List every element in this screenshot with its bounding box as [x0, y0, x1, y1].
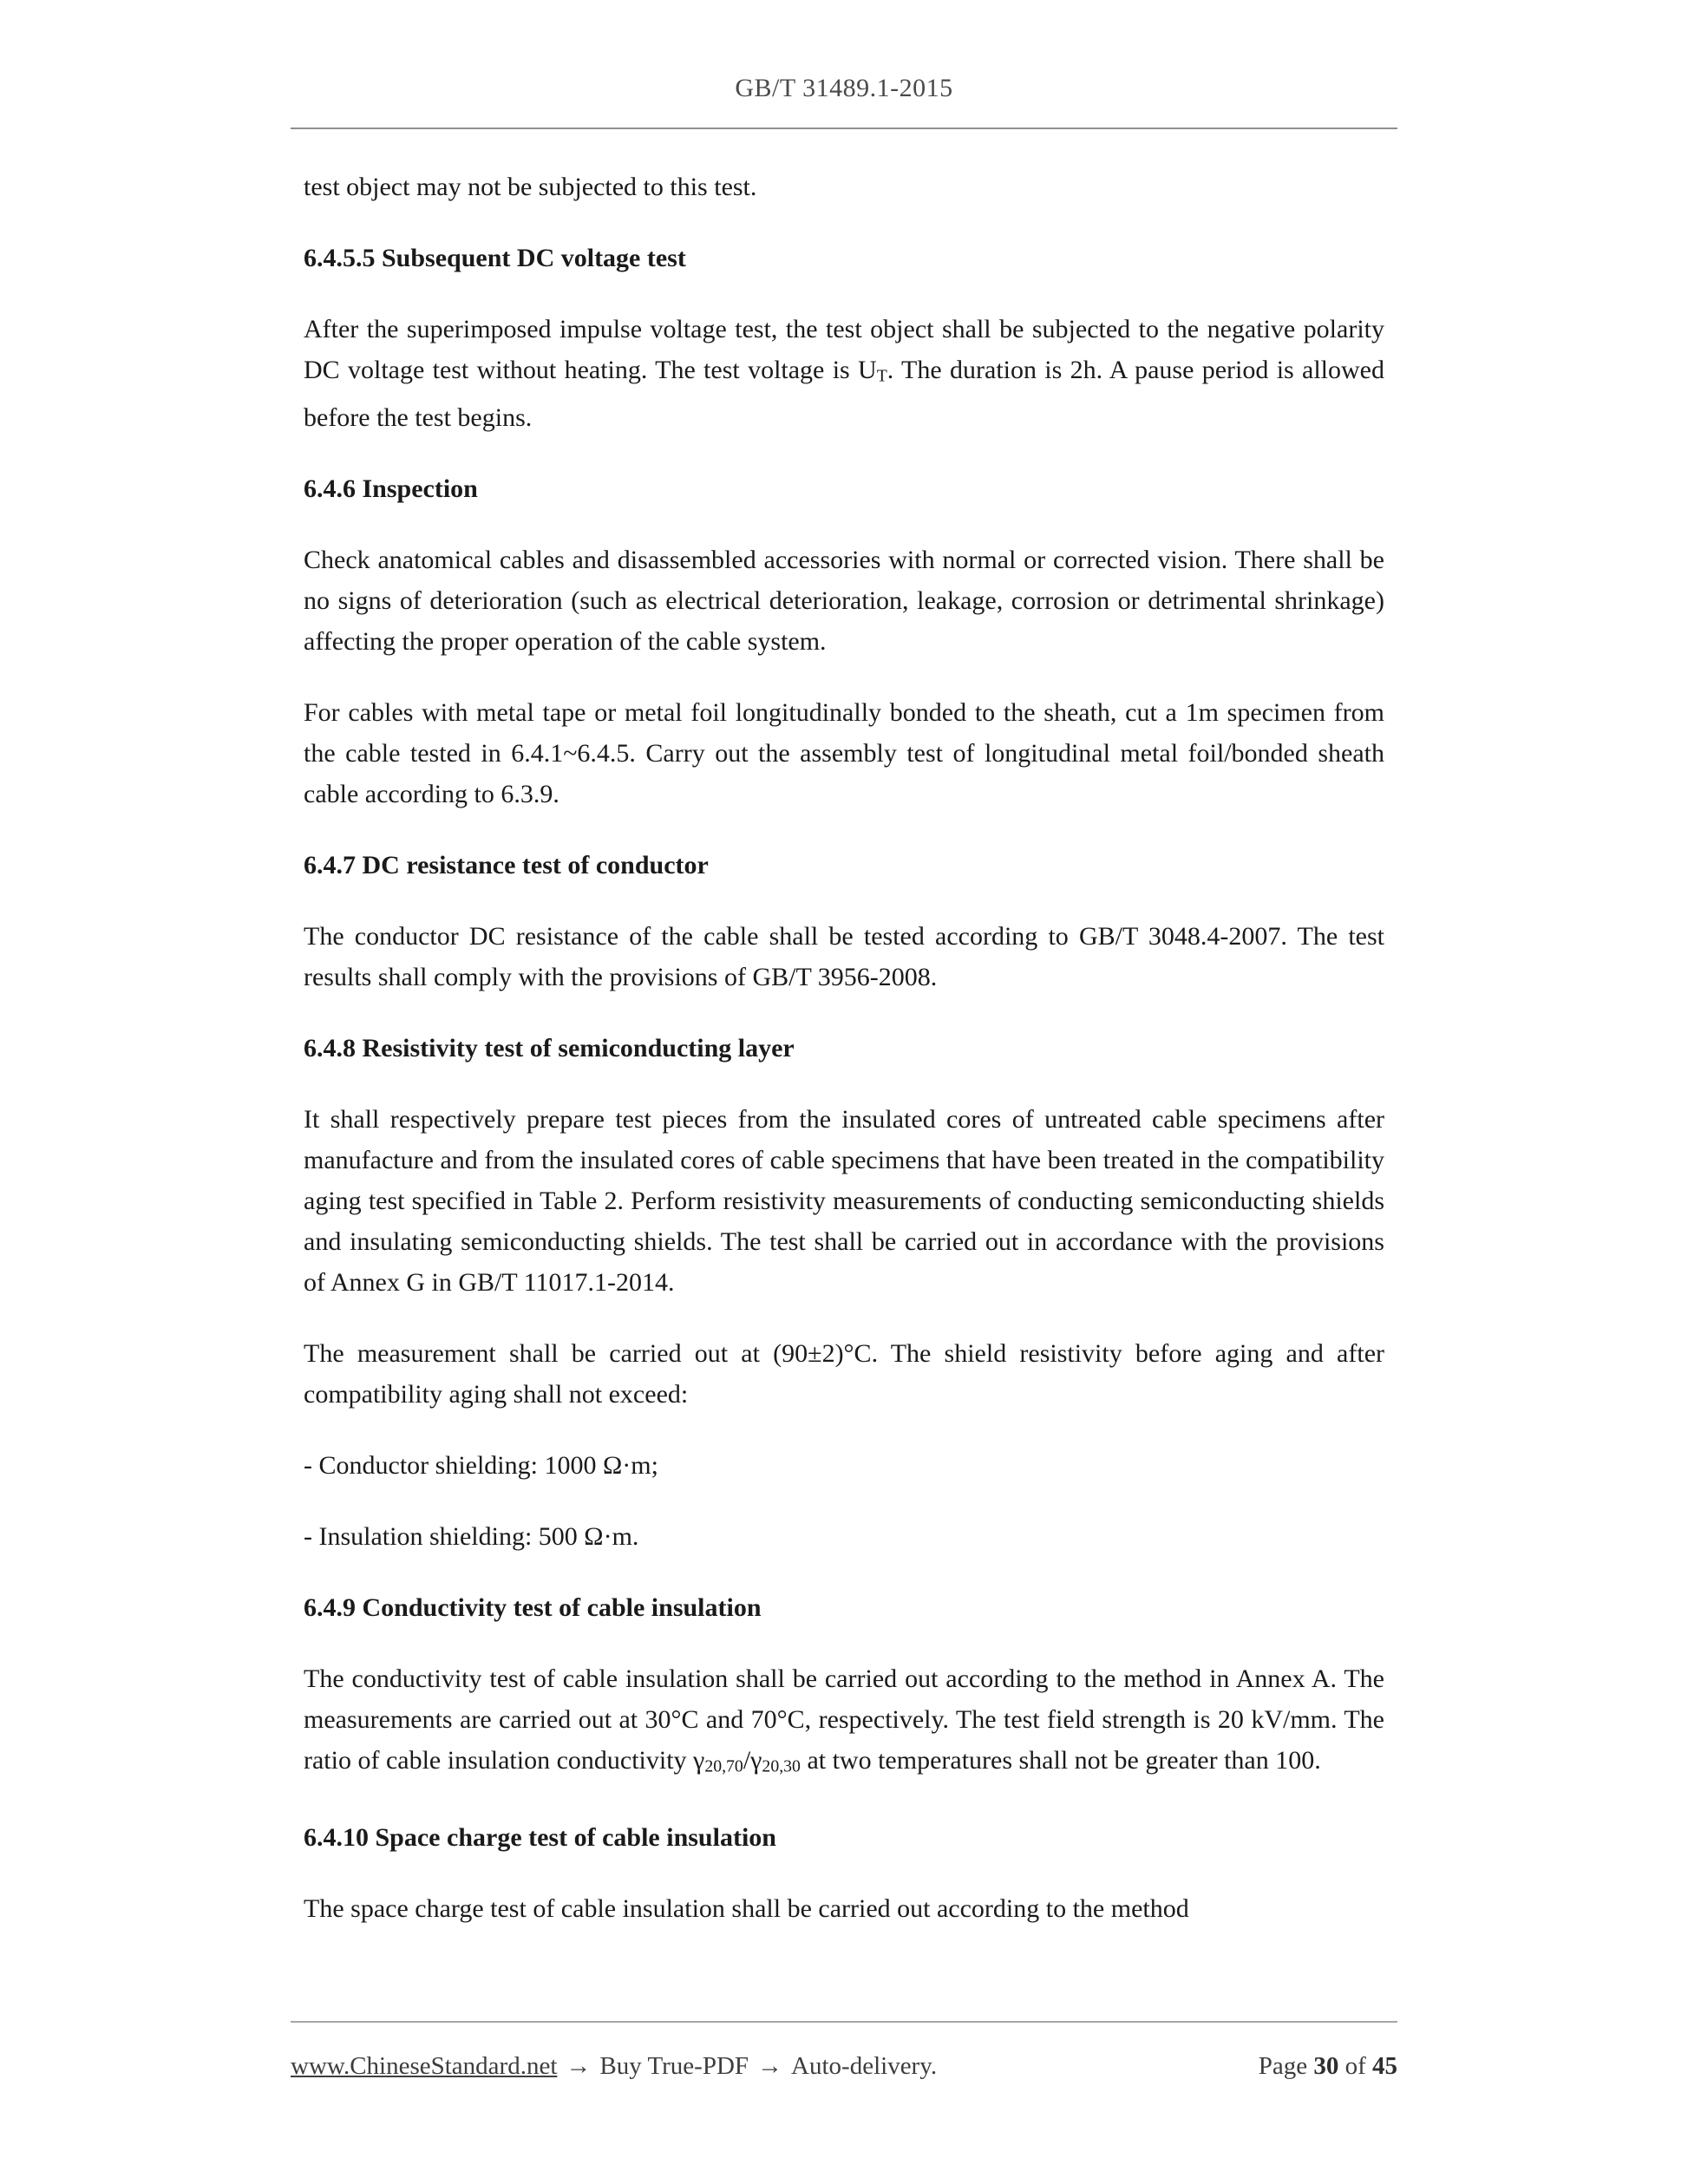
document-number: GB/T 31489.1-2015 [735, 74, 953, 102]
paragraph-text: . The duration is 2h. A pause period is allowed before the test begins. [304, 356, 1384, 432]
paragraph-6-4-5-5 [304, 309, 1384, 438]
page-footer [291, 2021, 1397, 2081]
paragraph-6-4-7: The conductor DC resistance of the cable shall be tested according to GB/T 3048.4-2007. The test results shall comply with the provisions of GB/T 3956-2008. [304, 921, 1384, 991]
heading-6-4-10: 6.4.10 Space charge test of cable insulation [304, 1823, 776, 1853]
page-of-label: of [1345, 2052, 1366, 2080]
subscript-text: 20,30 [762, 1756, 801, 1776]
heading-6-4-5-5: 6.4.5.5 Subsequent DC voltage test [304, 244, 686, 272]
subscript-text: T [876, 366, 887, 386]
page-total: 45 [1372, 2052, 1397, 2080]
page-header [0, 73, 1688, 104]
footer-action-delivery: Auto-delivery. [791, 2052, 938, 2080]
subscript-text: 20,70 [704, 1756, 743, 1776]
paragraph-text: The conductivity test of cable insulation shall be carried out according to the method in Annex A. The measurements are carried out at 30°C and 70°C, respectively. The test field strength is 20 kV/mm. The ratio of cable insulation conductivity γ [304, 1664, 1384, 1775]
page-label: Page [1258, 2052, 1308, 2080]
footer-link[interactable]: www.ChineseStandard.net [291, 2052, 558, 2080]
heading-6-4-7: 6.4.7 DC resistance test of conductor [304, 850, 709, 879]
paragraph-text: at two temperatures shall not be greater than 100. [800, 1745, 1321, 1775]
footer-left [291, 2052, 937, 2081]
heading-6-4-6: 6.4.6 Inspection [304, 474, 478, 503]
heading-6-4-8: 6.4.8 Resistivity test of semiconducting layer [304, 1033, 795, 1063]
paragraph-6-4-6-metal-foil: For cables with metal tape or metal foil longitudinally bonded to the sheath, cut a 1m specimen from the cable tested in 6.4.1~6.4.5. Carry out the assembly test of longitudinal metal foil/bonded sheath cable according to 6.3.9. [304, 697, 1384, 808]
paragraph-6-4-10: The space charge test of cable insulation shall be carried out according to the method [304, 1894, 1189, 1924]
footer-action-buy: Buy True-PDF [599, 2052, 749, 2080]
paragraph-text: After the superimposed impulse voltage test, the test object shall be subjected to the negative polarity DC voltage test without heating. The test voltage is U [304, 315, 1384, 384]
paragraph-6-4-8-measurement: The measurement shall be carried out at (90±2)°C. The shield resistivity before aging and after compatibility aging shall not exceed: [304, 1338, 1384, 1409]
paragraph-6-4-9 [304, 1658, 1384, 1788]
page-number [1259, 2052, 1397, 2081]
paragraph-text: /γ [743, 1745, 762, 1775]
bullet-insulation-shielding: - Insulation shielding: 500 Ω·m. [304, 1521, 639, 1551]
header-divider [291, 128, 1397, 129]
arrow-icon: → [757, 2052, 783, 2080]
heading-6-4-9: 6.4.9 Conductivity test of cable insulation [304, 1592, 762, 1622]
bullet-conductor-shielding: - Conductor shielding: 1000 Ω·m; [304, 1450, 658, 1480]
page-body [304, 167, 1384, 1959]
paragraph-continuation: test object may not be subjected to this test. [304, 173, 757, 201]
page-current: 30 [1313, 2052, 1339, 2080]
paragraph-6-4-8-test-pieces: It shall respectively prepare test pieces from the insulated cores of untreated cable specimens after manufacture and from the insulated cores of cable specimens that have been treated in the compatibility aging test specified in Table 2. Perform resistivity measurements of conducting semiconducting shields and insulating semiconducting shields. The test shall be carried out in accordance with the provisions of Annex G in GB/T 11017.1-2014. [304, 1104, 1384, 1297]
paragraph-6-4-6-inspection: Check anatomical cables and disassembled accessories with normal or corrected vision. There shall be no signs of deterioration (such as electrical deterioration, leakage, corrosion or detrimental shrinkage) affecting the proper operation of the cable system. [304, 545, 1384, 656]
arrow-icon: → [566, 2052, 592, 2080]
